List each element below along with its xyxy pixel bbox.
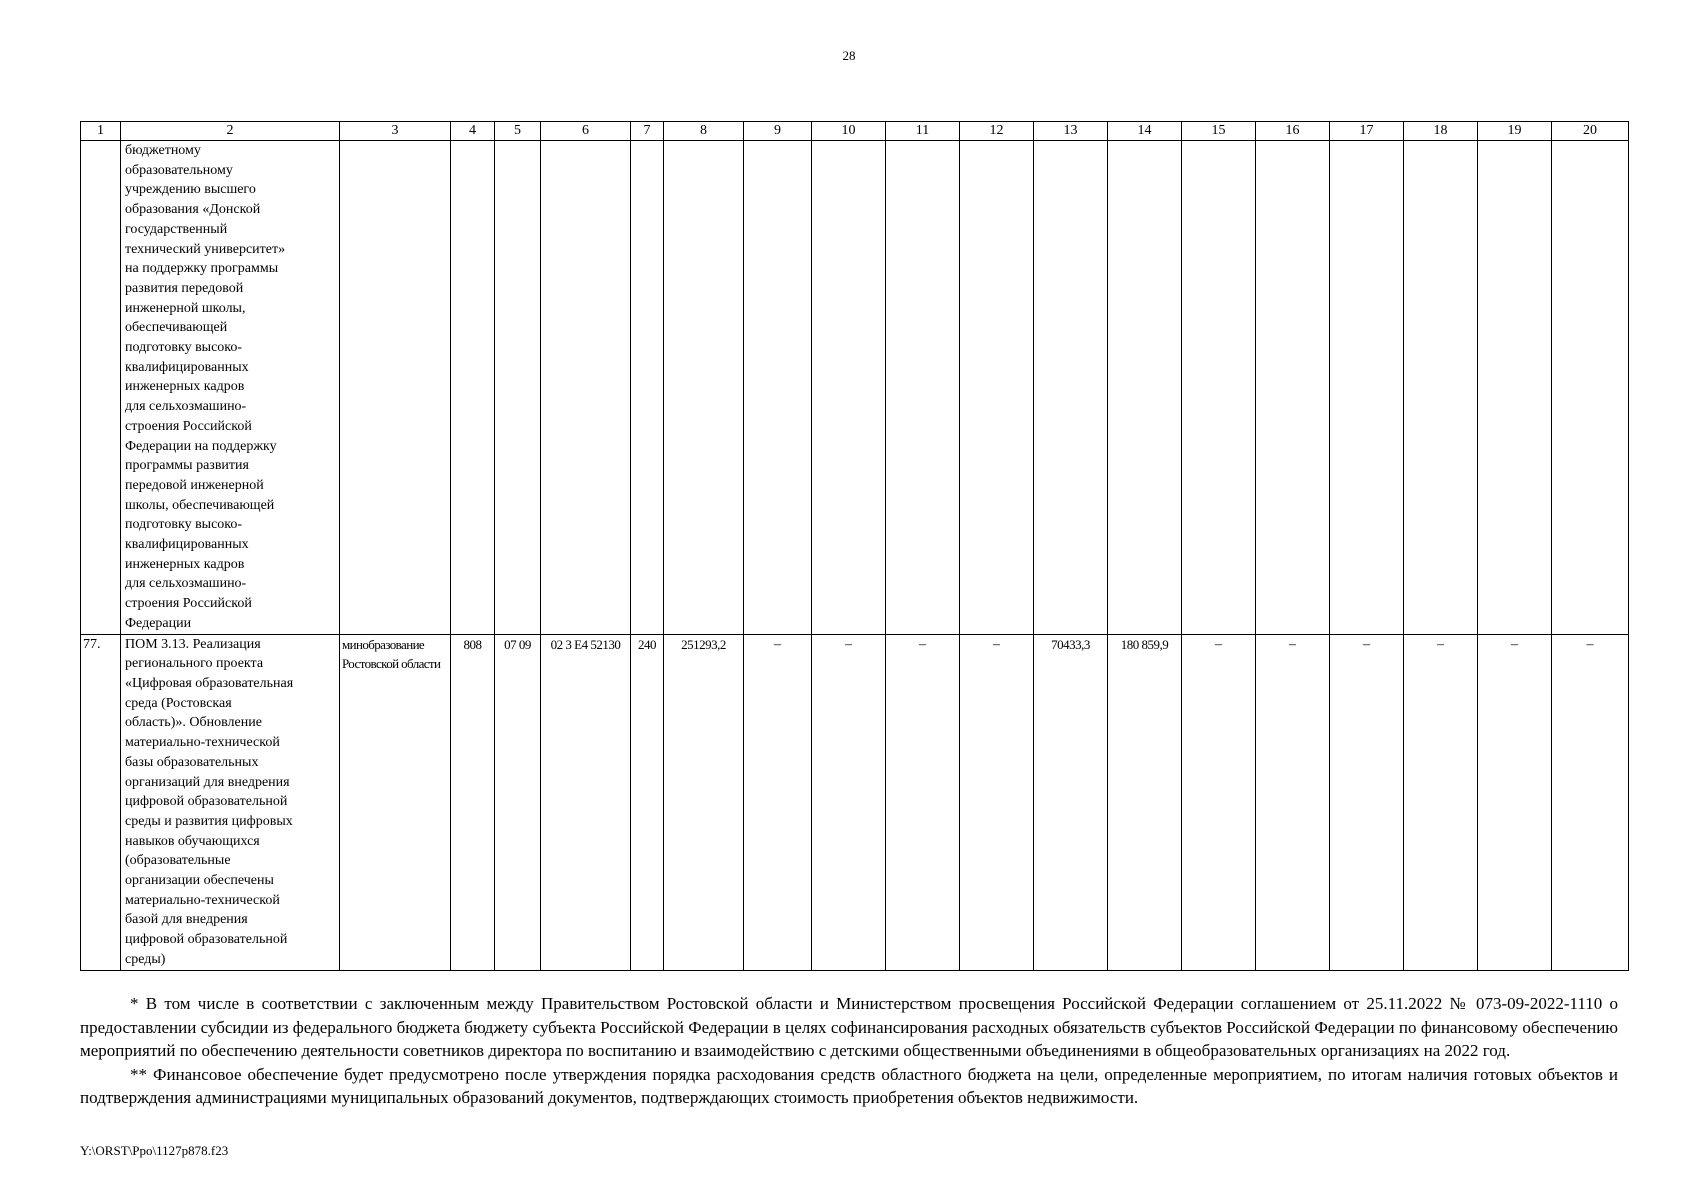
table-cell: 240: [631, 634, 664, 970]
table-cell: [664, 141, 744, 635]
column-number: 13: [1034, 122, 1108, 141]
table-cell: [495, 141, 541, 635]
table-cell: 70433,3: [1034, 634, 1108, 970]
budget-table: [80, 121, 1629, 971]
column-number: 2: [121, 122, 340, 141]
column-number: 15: [1182, 122, 1256, 141]
column-number: 7: [631, 122, 664, 141]
table-cell: [1478, 141, 1552, 635]
table-cell: –: [1552, 634, 1629, 970]
table-cell: [812, 141, 886, 635]
table-cell: [631, 141, 664, 635]
column-number-row: [81, 122, 1629, 141]
table-cell: [886, 141, 960, 635]
table-row: [81, 141, 1629, 635]
table-cell: –: [744, 634, 812, 970]
table-cell: [340, 141, 451, 635]
row-number-cell: 77.: [81, 634, 121, 970]
table-cell: 251293,2: [664, 634, 744, 970]
table-cell: 808: [451, 634, 495, 970]
column-number: 19: [1478, 122, 1552, 141]
table-cell: [451, 141, 495, 635]
column-number: 9: [744, 122, 812, 141]
table-cell: [744, 141, 812, 635]
column-number: 8: [664, 122, 744, 141]
footnotes: [80, 992, 1618, 1110]
table-cell: 180 859,9: [1108, 634, 1182, 970]
table-cell: –: [1330, 634, 1404, 970]
table-row: [81, 634, 1629, 970]
table-cell: –: [1256, 634, 1330, 970]
table-cell: [1404, 141, 1478, 635]
page-number: 28: [842, 48, 856, 63]
column-number: 6: [541, 122, 631, 141]
table-cell: 07 09: [495, 634, 541, 970]
table-cell: 02 3 E4 52130: [541, 634, 631, 970]
table-cell: –: [1404, 634, 1478, 970]
column-number: 4: [451, 122, 495, 141]
measure-description-cell: ПОМ 3.13. Реализация регионального проекта «Цифровая образовательная среда (Ростовская область)». Обновление материально-технической базы образовательных организаций для внедрения цифровой образовательной среды и развития цифровых навыков обучающихся (образовательные организации обеспечены материально-технической базой для внедрения цифровой образовательной среды): [121, 634, 340, 970]
file-path: Y:\ORST\Ppo\1127p878.f23: [80, 1143, 229, 1158]
table-cell: [1108, 141, 1182, 635]
table-cell: [541, 141, 631, 635]
table-cell: [1330, 141, 1404, 635]
row-number-cell: [81, 141, 121, 635]
column-number: 12: [960, 122, 1034, 141]
table-cell: –: [886, 634, 960, 970]
table-cell: [1034, 141, 1108, 635]
table-cell: [1552, 141, 1629, 635]
table-cell: –: [1182, 634, 1256, 970]
column-number: 14: [1108, 122, 1182, 141]
column-number: 11: [886, 122, 960, 141]
table-cell: [1256, 141, 1330, 635]
column-number: 17: [1330, 122, 1404, 141]
column-number: 10: [812, 122, 886, 141]
footnote-1: * В том числе в соответствии с заключенным между Правительством Ростовской области и Министерством просвещения Российской Федерации соглашением от 25.11.2022 № 073-09-2022-1110 о предоставлении субсидии из федерального бюджета бюджету субъекта Российской Федерации в целях софинансирования расходных обязательств субъектов Российской Федерации по финансовому обеспечению мероприятий по обеспечению деятельности советников директора по воспитанию и взаимодействию с детскими общественными объединениями в общеобразовательных организациях на 2022 год.: [80, 994, 1618, 1060]
column-number: 1: [81, 122, 121, 141]
measure-description-cell: бюджетному образовательному учреждению высшего образования «Донской государственный технический университет» на поддержку программы развития передовой инженерной школы, обеспечивающей подготовку высоко- квалифицированных инженерных кадров для сельхозмашино- строения Российской Федерации на поддержку программы развития передовой инженерной школы, обеспечивающей подготовку высоко- квалифицированных инженерных кадров для сельхозмашино- строения Российской Федерации: [121, 141, 340, 635]
table-cell: [1182, 141, 1256, 635]
column-number: 5: [495, 122, 541, 141]
responsible-executor-cell: минобразование Ростовской области: [340, 634, 451, 970]
column-number: 16: [1256, 122, 1330, 141]
table-cell: –: [812, 634, 886, 970]
table-cell: [960, 141, 1034, 635]
table-cell: –: [960, 634, 1034, 970]
column-number: 20: [1552, 122, 1629, 141]
column-number: 18: [1404, 122, 1478, 141]
footnote-2: ** Финансовое обеспечение будет предусмотрено после утверждения порядка расходования средств областного бюджета на цели, определенные мероприятием, по итогам наличия готовых объектов и подтверждения администрациями муниципальных образований документов, подтверждающих стоимость приобретения объектов недвижимости.: [80, 1064, 1618, 1107]
column-number: 3: [340, 122, 451, 141]
table-cell: –: [1478, 634, 1552, 970]
